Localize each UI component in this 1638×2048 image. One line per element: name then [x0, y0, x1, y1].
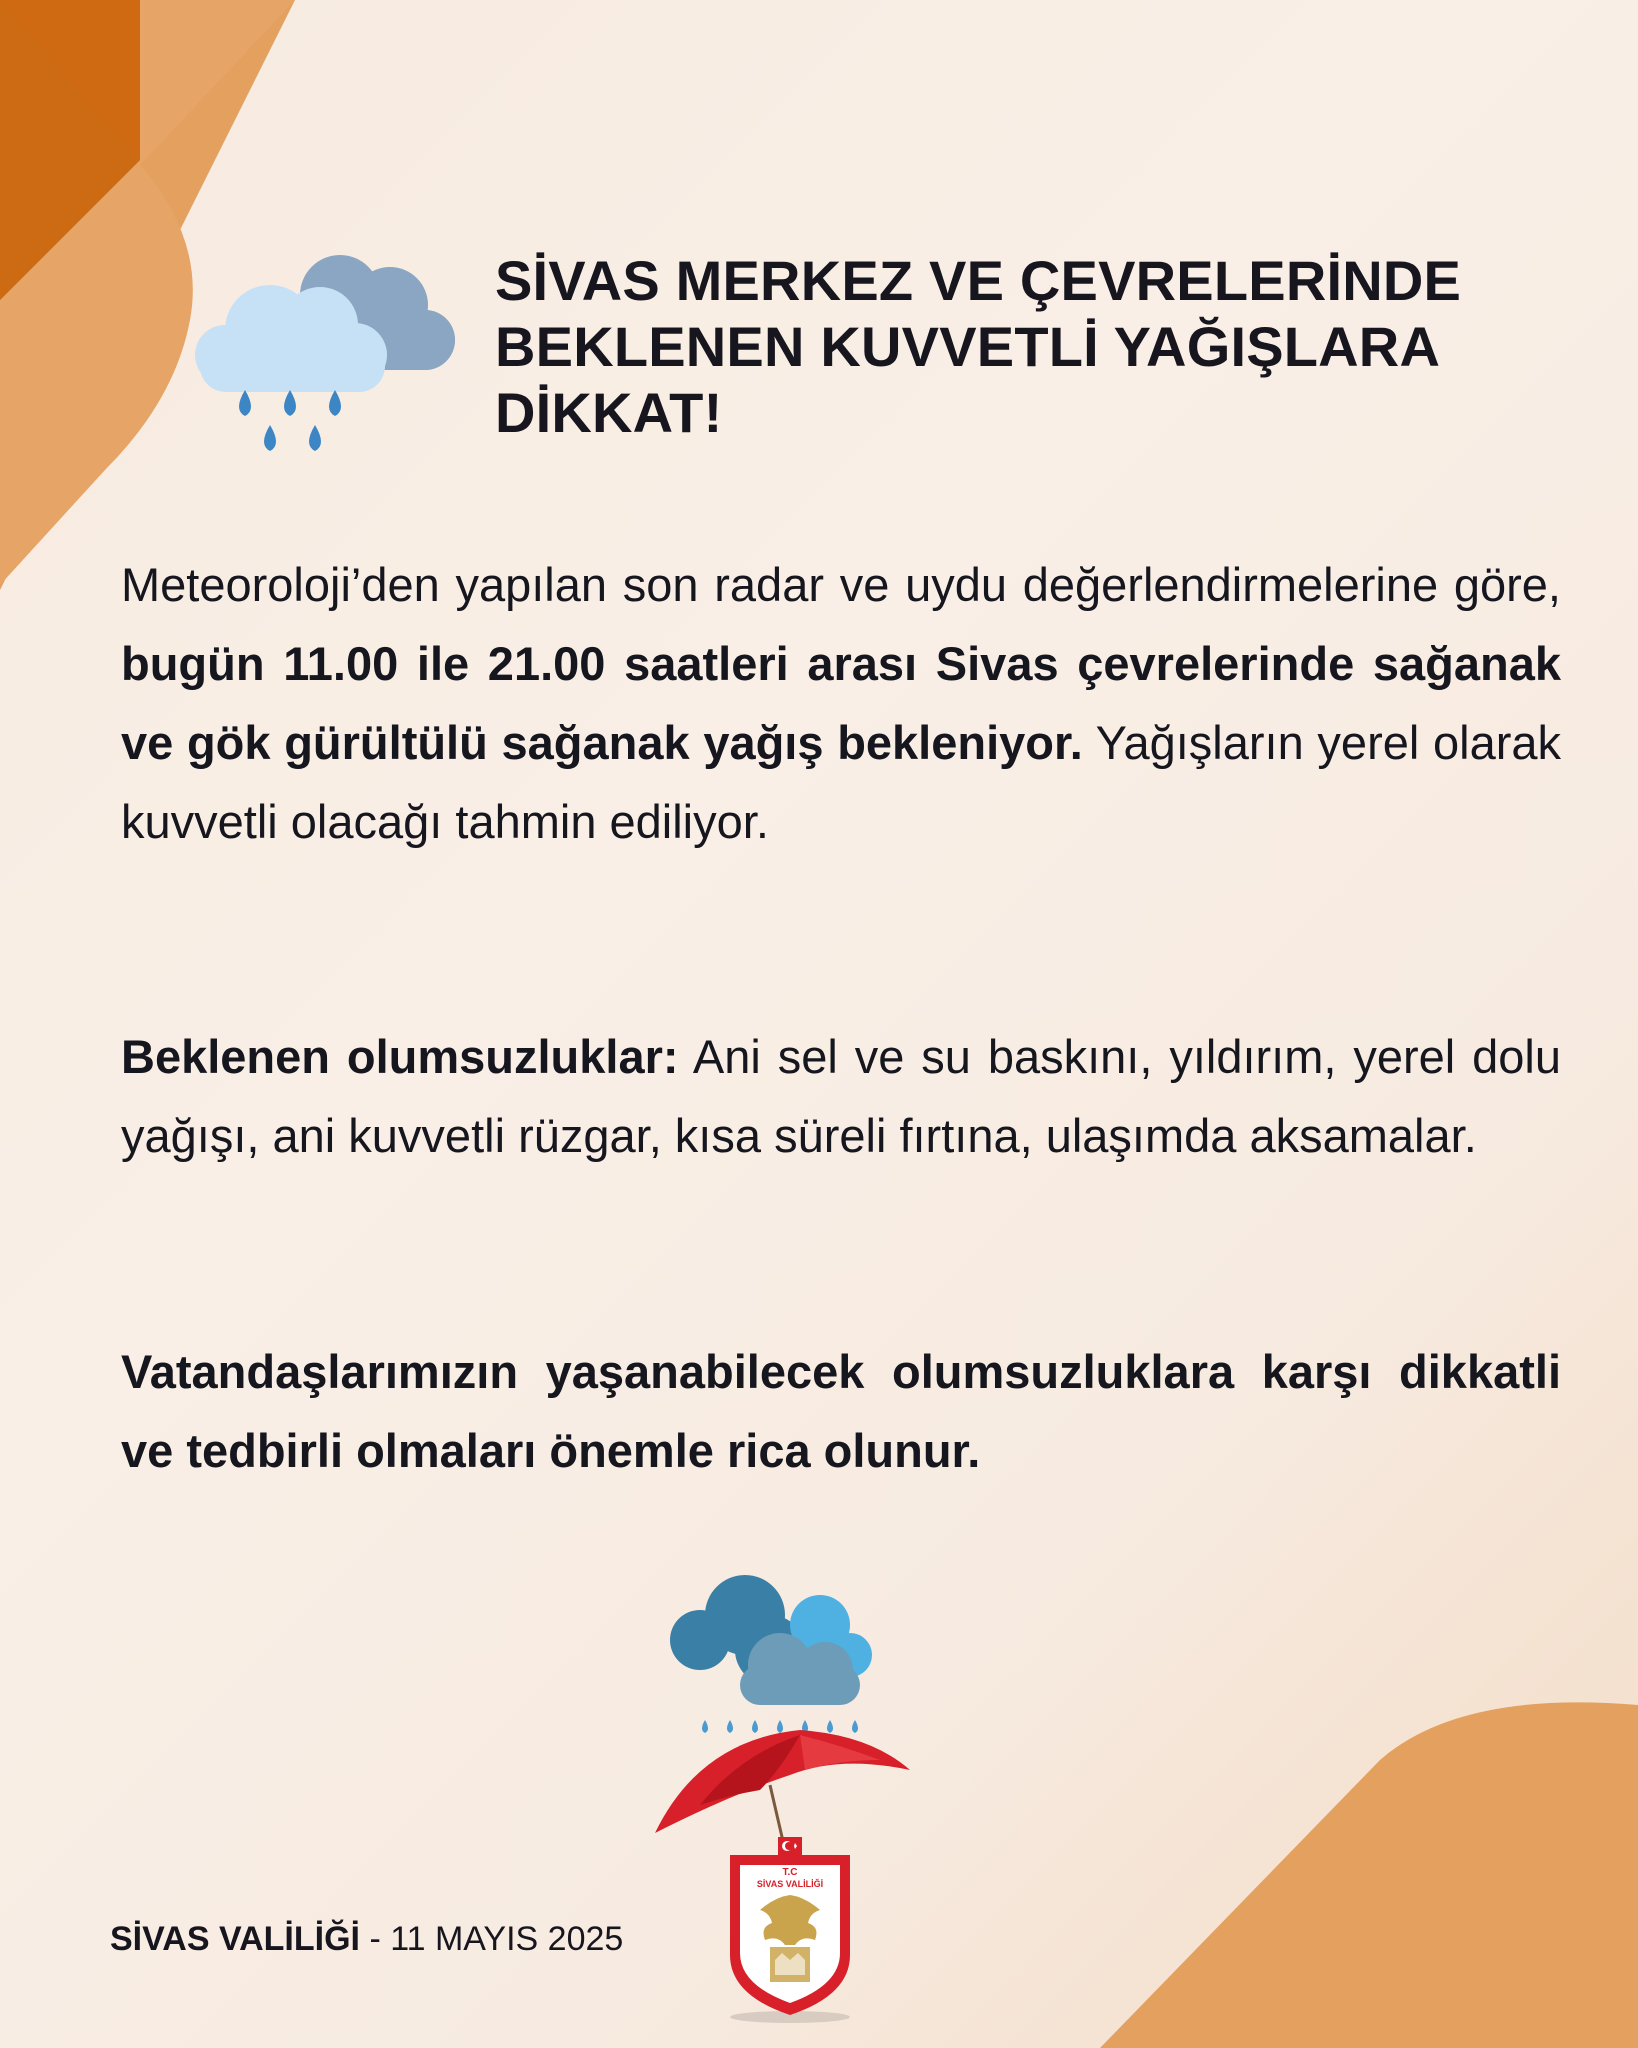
risks-list: Ani sel ve su baskını, yıldırım, yerel dolu yağışı, ani kuvvetli rüzgar, kısa süreli fırtına, ulaşımda aksamalar.: [121, 1030, 1561, 1162]
forecast-paragraph: [121, 545, 1561, 861]
footer-date: - 11 MAYIS 2025: [360, 1920, 624, 1958]
forecast-rest: Yağışların yerel olarak kuvvetli olacağı tahmin ediliyor.: [121, 716, 1561, 848]
footer-org: SİVAS VALİLİĞİ: [110, 1920, 360, 1958]
forecast-bold: bugün 11.00 ile 21.00 saatleri arası Sivas çevrelerinde sağanak ve gök gürültülü sağanak yağış bekleniyor.: [121, 637, 1561, 769]
advice-paragraph: Vatandaşlarımızın yaşanabilecek olumsuzluklara karşı dikkatli ve tedbirli olmaları önemle rica olunur.: [121, 1345, 1561, 1477]
emblem-line1: T.C: [782, 1867, 798, 1878]
risks-paragraph: [121, 1017, 1561, 1175]
umbrella-rain-icon: [640, 1555, 930, 1855]
risks-heading: Beklenen olumsuzluklar:: [121, 1030, 679, 1083]
emblem-line2: SİVAS VALİLİĞİ: [756, 1879, 824, 1889]
forecast-intro: Meteoroloji’den yapılan son radar ve uydu değerlendirmelerine göre,: [121, 558, 1561, 611]
rain-cloud-icon: [190, 240, 470, 460]
footer-signature: [110, 1920, 623, 1959]
page-title: SİVAS MERKEZ VE ÇEVRELERİNDE BEKLENEN KUVVETLİ YAĞIŞLARA DİKKAT!: [495, 249, 1462, 444]
sivas-valiligi-emblem: [720, 1835, 860, 2025]
